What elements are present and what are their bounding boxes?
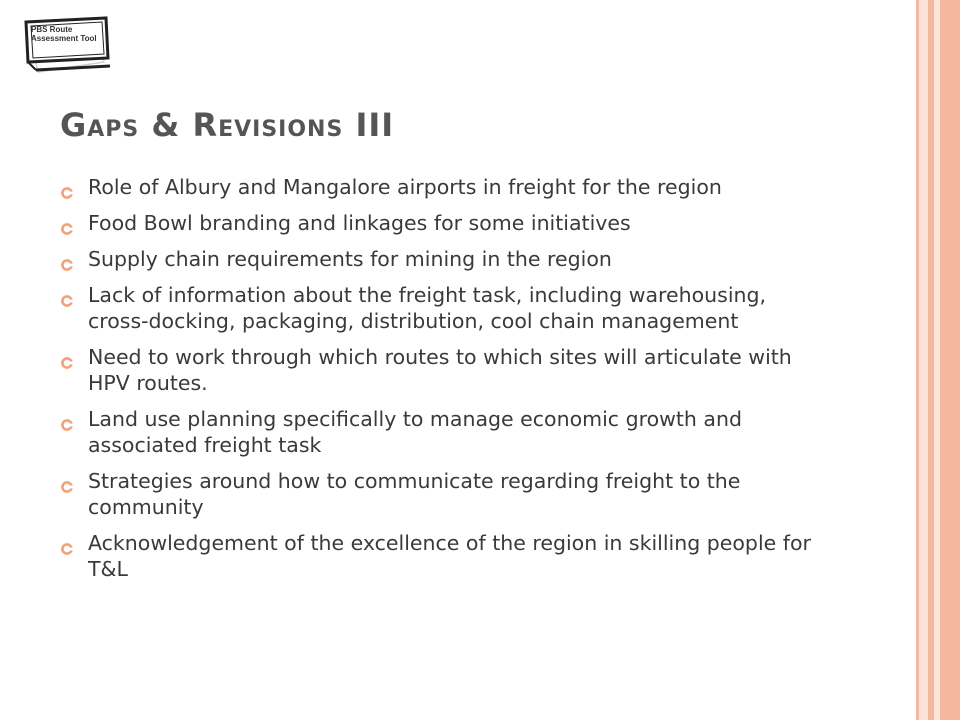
bullet-item: [60, 344, 820, 396]
bullet-text: Lack of information about the freight task, including warehousing, cross-docking, packaging, distribution, cool chain management: [88, 283, 767, 333]
decorative-stripe: [940, 0, 960, 720]
slide-title: Gaps & Revisions III: [60, 106, 395, 144]
logo-text-line1: PBS Route: [31, 25, 73, 34]
bullet-text: Need to work through which routes to which sites will articulate with HPV routes.: [88, 345, 792, 395]
orange-ring-bullet-icon: [60, 180, 74, 194]
bullet-item: [60, 246, 820, 272]
logo-text-line2: Assessment Tool: [31, 34, 97, 43]
orange-ring-bullet-icon: [60, 350, 74, 364]
logo-label: [31, 25, 101, 43]
orange-ring-bullet-icon: [60, 216, 74, 230]
bullet-text: Acknowledgement of the excellence of the region in skilling people for T&L: [88, 531, 811, 581]
orange-ring-bullet-icon: [60, 252, 74, 266]
orange-ring-bullet-icon: [60, 412, 74, 426]
orange-ring-bullet-icon: [60, 474, 74, 488]
bullet-item: [60, 174, 820, 200]
bullet-text: Food Bowl branding and linkages for some initiatives: [88, 211, 631, 235]
bullet-list: [60, 174, 820, 592]
bullet-item: [60, 282, 820, 334]
orange-ring-bullet-icon: [60, 288, 74, 302]
decorative-stripe: [916, 0, 919, 720]
bullet-item: [60, 530, 820, 582]
decorative-stripe-gap: [919, 0, 928, 720]
bullet-item: [60, 406, 820, 458]
bullet-text: Role of Albury and Mangalore airports in freight for the region: [88, 175, 722, 199]
bullet-text: Strategies around how to communicate regarding freight to the community: [88, 469, 741, 519]
orange-ring-bullet-icon: [60, 536, 74, 550]
bullet-text: Land use planning specifically to manage economic growth and associated freight task: [88, 407, 742, 457]
bullet-item: [60, 468, 820, 520]
bullet-text: Supply chain requirements for mining in the region: [88, 247, 612, 271]
bullet-item: [60, 210, 820, 236]
pbs-route-logo-icon: [22, 14, 114, 80]
decorative-stripe: [928, 0, 934, 720]
